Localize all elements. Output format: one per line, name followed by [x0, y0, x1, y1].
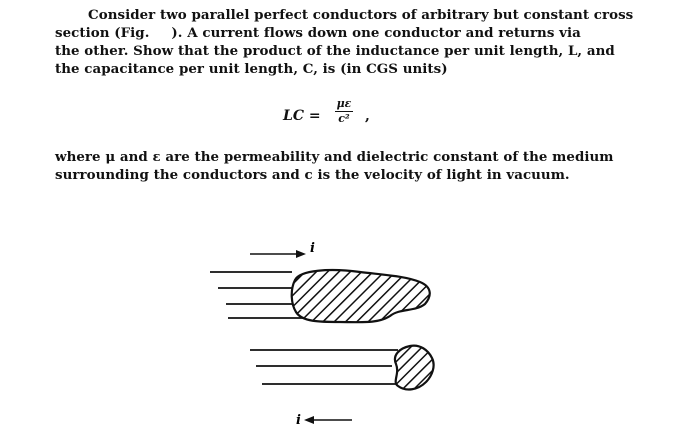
formula-denominator: c²: [338, 112, 350, 125]
formula-numerator: με: [336, 97, 352, 110]
current-arrow-top: [250, 250, 306, 258]
upper-conductor-section: [292, 270, 430, 322]
statement-line-2: [55, 24, 655, 42]
statement-line-4: the capacitance per unit length, C, is (in CGS units): [55, 61, 448, 77]
problem-statement: [55, 6, 655, 78]
conductors-figure: [200, 240, 460, 430]
statement-line-1: Consider two parallel perfect conductors of arbitrary but constant cross: [88, 7, 634, 23]
statement-line-2-end: ). A current flows down one conductor and returns via: [171, 25, 581, 41]
definition-statement: [55, 148, 655, 184]
current-label-top: i: [310, 241, 315, 256]
lower-conductor-section: [395, 346, 434, 390]
formula-lhs: LC =: [283, 108, 321, 124]
statement-line-2-start: section (Fig.: [55, 25, 150, 41]
definition-line-1: where μ and ε are the permeability and dielectric constant of the medium: [55, 149, 614, 165]
formula-comma: ,: [365, 108, 370, 124]
lower-conductor-lines: [250, 350, 400, 384]
definition-line-2: surrounding the conductors and c is the velocity of light in vacuum.: [55, 167, 570, 183]
statement-line-3: the other. Show that the product of the inductance per unit length, L, and: [55, 43, 615, 59]
current-arrow-bottom: [304, 416, 352, 424]
current-label-bottom: i: [296, 413, 301, 428]
formula-fraction: [335, 98, 353, 125]
